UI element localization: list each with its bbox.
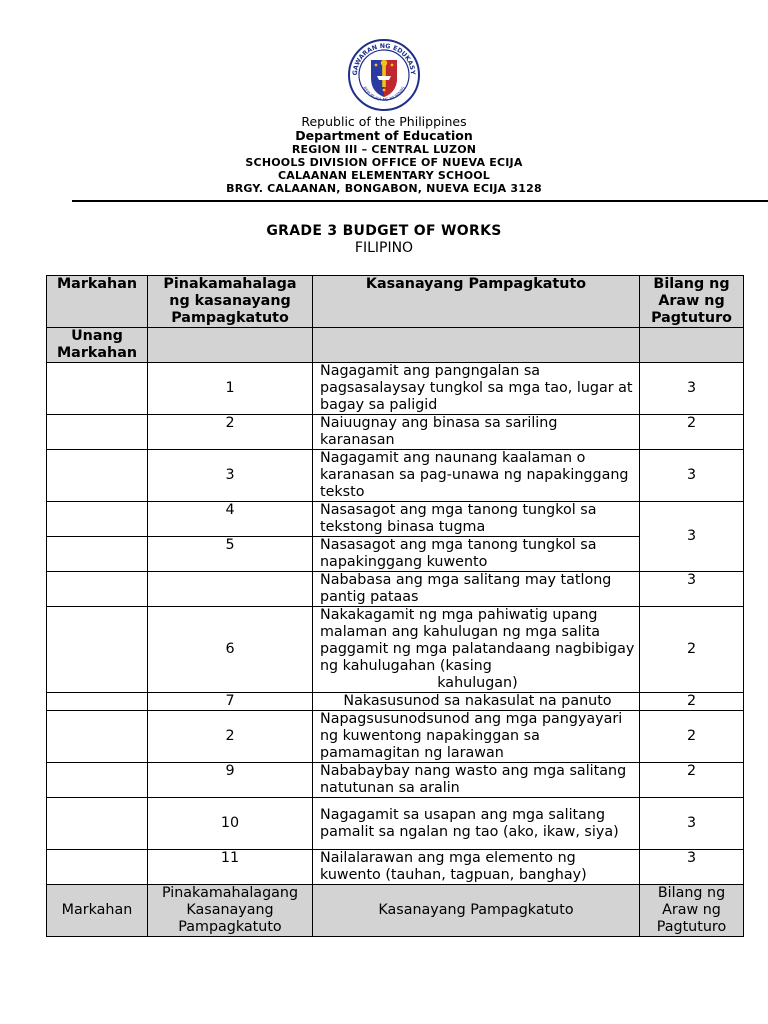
- row-number: 5: [148, 537, 313, 572]
- table-row: [47, 693, 744, 711]
- address-line: BRGY. CALAANAN, BONGABON, NUEVA ECIJA 3128: [226, 182, 542, 195]
- skill-cell: Napagsusunodsunod ang mga pangyayari ng kuwentong napakinggan sa pamamagitan ng larawan: [313, 711, 640, 763]
- row-number: 2: [148, 415, 313, 450]
- row-number: [148, 572, 313, 607]
- table-row: [47, 502, 744, 537]
- deped-seal-logo: [347, 38, 421, 112]
- quarter-row: [47, 328, 744, 363]
- table-row: [47, 415, 744, 450]
- skill-cell: Nailalarawan ang mga elemento ng kuwento (tauhan, tagpuan, banghay): [313, 850, 640, 885]
- budget-of-works-table: [46, 275, 744, 937]
- quarter-cell: [47, 711, 148, 763]
- days-cell: 2: [640, 763, 744, 798]
- skill-text: Nakakagamit ng mga pahiwatig upang malaman ang kahulugan ng mga salita paggamit ng mga palatandaang nagbibigay ng kahulugahan (kasing: [320, 607, 635, 674]
- quarter-label: Unang Markahan: [47, 328, 148, 363]
- skill-cell: Nagagamit ang pangngalan sa pagsasalaysay tungkol sa mga tao, lugar at bagay sa paligid: [313, 363, 640, 415]
- quarter-cell: [47, 363, 148, 415]
- table-row: [47, 763, 744, 798]
- footer-quarter: Markahan: [47, 885, 148, 937]
- quarter-empty-cell: [640, 328, 744, 363]
- row-number: 10: [148, 798, 313, 850]
- table-row: [47, 450, 744, 502]
- table-footer-row: [47, 885, 744, 937]
- document-subject: FILIPINO: [354, 240, 414, 256]
- days-cell: 3: [640, 798, 744, 850]
- quarter-cell: [47, 763, 148, 798]
- skill-cell: Naiuugnay ang binasa sa sariling karanasan: [313, 415, 640, 450]
- quarter-empty-cell: [313, 328, 640, 363]
- days-cell: 3: [640, 572, 744, 607]
- skill-cell: Nababasa ang mga salitang may tatlong pantig pataas: [313, 572, 640, 607]
- header-competency: Pinakamahalaga ng kasanayang Pampagkatuto: [148, 276, 313, 328]
- skill-text-tail: kahulugan): [437, 675, 518, 691]
- document-title: GRADE 3 BUDGET OF WORKS: [266, 223, 502, 239]
- quarter-cell: [47, 693, 148, 711]
- table-row: [47, 363, 744, 415]
- days-cell: 2: [640, 693, 744, 711]
- row-number: 9: [148, 763, 313, 798]
- table-row: [47, 537, 744, 572]
- quarter-cell: [47, 607, 148, 693]
- row-number: 1: [148, 363, 313, 415]
- footer-competency: Pinakamahalagang Kasanayang Pampagkatuto: [148, 885, 313, 937]
- skill-cell: Nasasagot ang mga tanong tungkol sa napakinggang kuwento: [313, 537, 640, 572]
- row-number: 11: [148, 850, 313, 885]
- days-cell: 3: [640, 363, 744, 415]
- row-number: 2: [148, 711, 313, 763]
- table-row: [47, 607, 744, 693]
- svg-text:KAGAWARAN NG EDUKASYON: GAWARAN NG EDUKASY: [351, 42, 417, 76]
- quarter-cell: [47, 502, 148, 537]
- row-number: 6: [148, 607, 313, 693]
- header-days: Bilang ng Araw ng Pagtuturo: [640, 276, 744, 328]
- days-cell: 3: [640, 850, 744, 885]
- row-number: 3: [148, 450, 313, 502]
- quarter-cell: [47, 798, 148, 850]
- quarter-cell: [47, 572, 148, 607]
- days-cell: 2: [640, 607, 744, 693]
- quarter-cell: [47, 850, 148, 885]
- header-divider: [72, 200, 768, 202]
- row-number: 4: [148, 502, 313, 537]
- region-line: REGION III – CENTRAL LUZON: [291, 143, 477, 156]
- table-row: [47, 798, 744, 850]
- quarter-cell: [47, 537, 148, 572]
- svg-text:REPUBLIKA NG PILIPINAS: REPUBLIKA NG PILIPINAS: [362, 85, 406, 103]
- skill-cell: [313, 607, 640, 693]
- days-cell: 2: [640, 415, 744, 450]
- skill-cell: Nababaybay nang wasto ang mga salitang natutunan sa aralin: [313, 763, 640, 798]
- republic-line: Republic of the Philippines: [301, 114, 467, 129]
- table-row: [47, 850, 744, 885]
- row-number: 7: [148, 693, 313, 711]
- table-header-row: [47, 276, 744, 328]
- days-cell: 3: [640, 502, 744, 572]
- letterhead: [0, 114, 768, 195]
- days-cell: 2: [640, 711, 744, 763]
- footer-days: Bilang ng Araw ng Pagtuturo: [640, 885, 744, 937]
- skill-cell: Nasasagot ang mga tanong tungkol sa tekstong binasa tugma: [313, 502, 640, 537]
- division-line: SCHOOLS DIVISION OFFICE OF NUEVA ECIJA: [245, 156, 523, 169]
- skill-cell: Nagagamit ang naunang kaalaman o karanasan sa pag-unawa ng napakinggang teksto: [313, 450, 640, 502]
- quarter-cell: [47, 415, 148, 450]
- skill-cell: Nakasusunod sa nakasulat na panuto: [313, 693, 640, 711]
- quarter-empty-cell: [148, 328, 313, 363]
- quarter-cell: [47, 450, 148, 502]
- footer-skill: Kasanayang Pampagkatuto: [313, 885, 640, 937]
- header-skill: Kasanayang Pampagkatuto: [313, 276, 640, 328]
- school-line: CALAANAN ELEMENTARY SCHOOL: [277, 169, 491, 182]
- header-quarter: Markahan: [47, 276, 148, 328]
- table-row: [47, 711, 744, 763]
- table-row: [47, 572, 744, 607]
- skill-cell: Nagagamit sa usapan ang mga salitang pamalit sa ngalan ng tao (ako, ikaw, siya): [313, 798, 640, 850]
- department-line: Department of Education: [295, 128, 473, 143]
- days-cell: 3: [640, 450, 744, 502]
